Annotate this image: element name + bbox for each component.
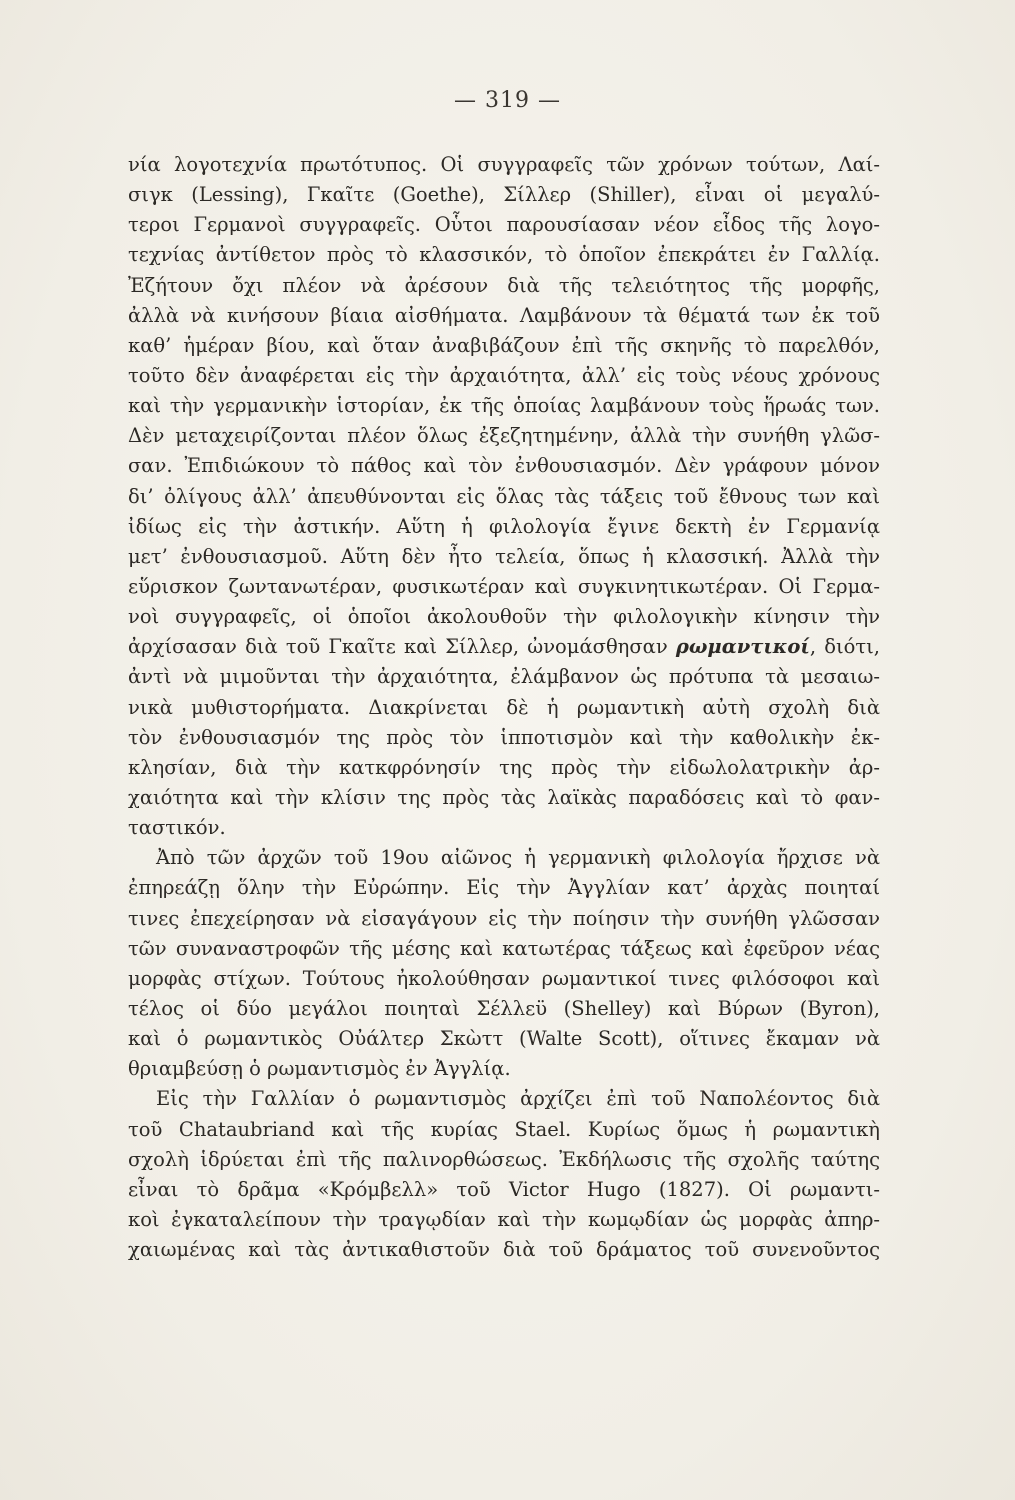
text-line: δι’ ὀλίγους ἀλλ’ ἀπευθύνονται εἰς ὅλας τὰς τάξεις τοῦ ἔθνους των καὶ (128, 484, 880, 508)
text-line: καὶ τὴν γερμανικὴν ἱστορίαν, ἐκ τῆς ὁποίας λαμβάνουν τοὺς ἥρωάς των. (128, 394, 880, 418)
text-line: ταστικόν. (128, 816, 226, 840)
text-line: ἀλλὰ νὰ κινήσουν βίαια αἰσθήματα. Λαμβάνουν τὰ θέματά των ἐκ τοῦ (128, 303, 880, 327)
text-line: νοὶ συγγραφεῖς, οἱ ὁποῖοι ἀκολουθοῦν τὴν φιλολογικὴν κίνησιν τὴν (128, 605, 880, 629)
text-line: νία λογοτεχνία πρωτότυπος. Οἱ συγγραφεῖς τῶν χρόνων τούτων, Λαί- (128, 153, 880, 176)
text-line: τοῦ Chataubriand καὶ τῆς κυρίας Stael. Κυρίως ὅμως ἡ ρωμαντικὴ (128, 1117, 880, 1141)
text-line: σχολὴ ἱδρύεται ἐπὶ τῆς παλινορθώσεως. Ἐκδήλωσις τῆς σχολῆς ταύτης (128, 1147, 880, 1171)
text-line: τὸν ἐνθουσιασμόν της πρὸς τὸν ἱπποτισμὸν καὶ τὴν καθολικὴν ἐκ- (128, 725, 880, 749)
text-line: νικὰ μυθιστορήματα. Διακρίνεται δὲ ἡ ρωμαντικὴ αὐτὴ σχολὴ διὰ (128, 695, 880, 719)
text-line: τοῦτο δὲν ἀναφέρεται εἰς τὴν ἀρχαιότητα, ἀλλ’ εἰς τοὺς νέους χρόνους (128, 363, 880, 387)
text-line: Δὲν μεταχειρίζονται πλέον ὅλως ἐξεζητημένην, ἀλλὰ τὴν συνήθη γλῶσ- (128, 424, 880, 448)
page-number: — 319 — (454, 88, 561, 113)
text-line: σαν. Ἐπιδιώκουν τὸ πάθος καὶ τὸν ἐνθουσιασμόν. Δὲν γράφουν μόνον (128, 454, 880, 478)
text-line: τεχνίας ἀντίθετον πρὸς τὸ κλασσικόν, τὸ ὁποῖον ἐπεκράτει ἐν Γαλλίᾳ. (128, 243, 880, 267)
text-line: χαιωμένας καὶ τὰς ἀντικαθιστοῦν διὰ τοῦ δράματος τοῦ συνενοῦντος (128, 1238, 880, 1262)
text-line: τινες ἐπεχείρησαν νὰ εἰσαγάγουν εἰς τὴν ποίησιν τὴν συνήθη γλῶσσαν (128, 906, 880, 930)
text-line: μορφὰς στίχων. Τούτους ἠκολούθησαν ρωμαντικοί τινες φιλόσοφοι καὶ (128, 966, 880, 990)
text-line: καθ’ ἡμέραν βίου, καὶ ὅταν ἀναβιβάζουν ἐπὶ τῆς σκηνῆς τὸ παρελθόν, (128, 333, 880, 357)
text-line (128, 632, 880, 662)
text-line: σιγκ (Lessing), Γκαῖτε (Goethe), Σίλλερ (Shiller), εἶναι οἱ μεγαλύ- (128, 183, 880, 207)
text-line: θριαμβεύσῃ ὁ ρωμαντισμὸς ἐν Ἀγγλίᾳ. (128, 1057, 511, 1081)
text-line: τεροι Γερμανοὶ συγγραφεῖς. Οὗτοι παρουσίασαν νέον εἶδος τῆς λογο- (128, 213, 880, 237)
text-line: τῶν συναναστροφῶν τῆς μέσης καὶ κατωτέρας τάξεως καὶ ἐφεῦρον νέας (128, 936, 880, 960)
text-line: Ἐζήτουν ὄχι πλέον νὰ ἀρέσουν διὰ τῆς τελειότητος τῆς μορφῆς, (128, 273, 880, 297)
text-line: εἶναι τὸ δρᾶμα «Κρόμβελλ» τοῦ Victor Hugo (1827). Οἱ ρωμαντι- (128, 1177, 880, 1201)
text-segment: ἀρχίσασαν διὰ τοῦ Γκαῖτε καὶ Σίλλερ, ὠνομάσθησαν (128, 635, 676, 659)
text-line: κοὶ ἐγκαταλείπουν τὴν τραγῳδίαν καὶ τὴν κωμῳδίαν ὡς μορφὰς ἀπηρ- (128, 1207, 880, 1231)
body-text (128, 150, 880, 1265)
text-line: ἐπηρεάζῃ ὅλην τὴν Εὐρώπην. Εἰς τὴν Ἀγγλίαν κατ’ ἀρχὰς ποιηταί (128, 876, 880, 900)
text-line: Ἀπὸ τῶν ἀρχῶν τοῦ 19ου αἰῶνος ἡ γερμανικὴ φιλολογία ἤρχισε νὰ (156, 846, 880, 870)
text-line: τέλος οἱ δύο μεγάλοι ποιηταὶ Σέλλεϋ (Shelley) καὶ Βύρων (Byron), (128, 996, 880, 1020)
text-line: ἰδίως εἰς τὴν ἀστικήν. Αὕτη ἡ φιλολογία ἔγινε δεκτὴ ἐν Γερμανίᾳ (128, 514, 880, 538)
text-line: εὕρισκον ζωντανωτέραν, φυσικωτέραν καὶ συγκινητικωτέραν. Οἱ Γερμα- (128, 574, 880, 598)
text-line: Εἰς τὴν Γαλλίαν ὁ ρωμαντισμὸς ἀρχίζει ἐπὶ τοῦ Ναπολέοντος διὰ (156, 1087, 880, 1111)
text-line: χαιότητα καὶ τὴν κλίσιν της πρὸς τὰς λαϊκὰς παραδόσεις καὶ τὸ φαν- (128, 785, 880, 809)
text-line: μετ’ ἐνθουσιασμοῦ. Αὕτη δὲν ἦτο τελεία, ὅπως ἡ κλασσική. Ἀλλὰ τὴν (128, 544, 880, 568)
text-line: κλησίαν, διὰ τὴν κατκφρόνησίν της πρὸς τὴν εἰδωλολατρικὴν ἀρ- (128, 755, 880, 779)
emphasized-term: ρωμαντικοί (675, 635, 810, 659)
text-segment: , διότι, (809, 635, 880, 659)
text-line: καὶ ὁ ρωμαντικὸς Οὐάλτερ Σκὼττ (Walte Scott), οἵτινες ἔκαμαν νὰ (128, 1027, 880, 1051)
text-line: ἀντὶ νὰ μιμοῦνται τὴν ἀρχαιότητα, ἐλάμβανον ὡς πρότυπα τὰ μεσαιω- (128, 665, 880, 689)
